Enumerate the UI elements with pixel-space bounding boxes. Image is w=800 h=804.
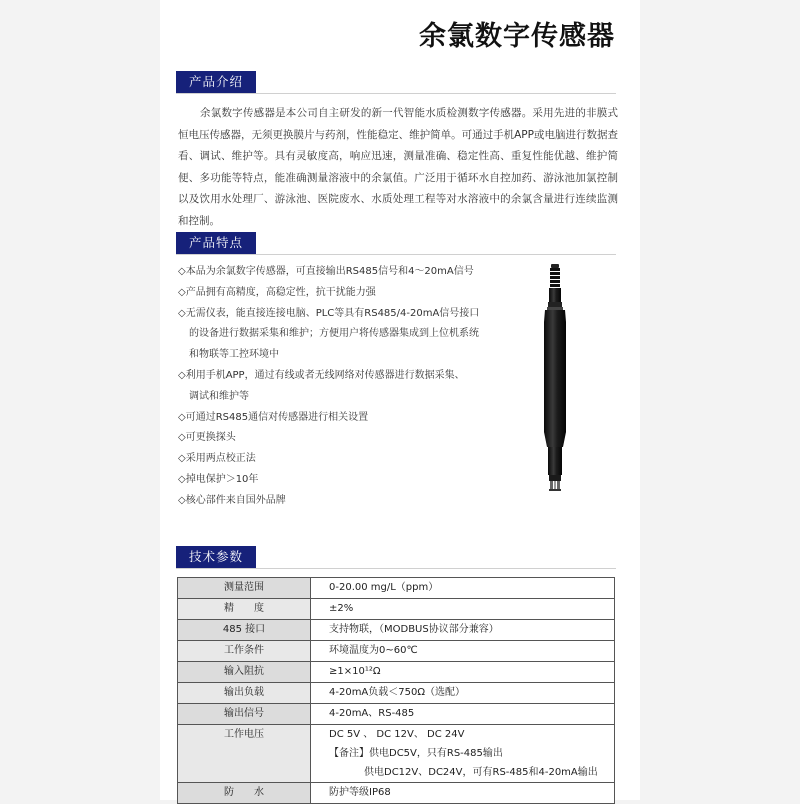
section-rule-features <box>176 254 616 255</box>
table-row <box>178 725 615 783</box>
feature-item: ◇利用手机APP，通过有线或者无线网络对传感器进行数据采集、 <box>178 369 465 381</box>
page-title: 余氯数字传感器 <box>419 21 615 52</box>
table-row <box>178 578 615 599</box>
table-row <box>178 641 615 662</box>
spec-key: 工作电压 <box>178 725 311 783</box>
table-row <box>178 704 615 725</box>
spec-key: 输出负载 <box>178 683 311 704</box>
table-row <box>178 683 615 704</box>
section-rule-intro <box>176 93 616 94</box>
feature-list <box>178 262 498 512</box>
feature-item: ◇本品为余氯数字传感器，可直接输出RS485信号和4～20mA信号 <box>178 266 474 277</box>
spec-value: ≥1×10¹²Ω <box>311 662 615 683</box>
spec-value-line: DC 5V 、 DC 12V、 DC 24V <box>329 729 465 740</box>
table-row <box>178 783 615 804</box>
spec-value-note: 【备注】供电DC5V，只有RS-485输出 <box>329 748 503 759</box>
feature-item-continued: 和物联等工控环境中 <box>189 349 279 361</box>
section-header-intro: 产品介绍 <box>176 71 256 93</box>
table-row <box>178 599 615 620</box>
spec-key: 485 接口 <box>178 620 311 641</box>
spec-key: 测量范围 <box>178 578 311 599</box>
feature-item: ◇核心部件来自国外品牌 <box>178 494 286 506</box>
spec-value <box>311 725 615 783</box>
table-row <box>178 620 615 641</box>
spec-value: ±2% <box>311 599 615 620</box>
spec-value-note: 供电DC12V、DC24V，可有RS-485和4-20mA输出 <box>364 767 598 778</box>
feature-item: ◇无需仪表，能直接连接电脑、PLC等具有RS485/4-20mA信号接口 <box>178 307 480 319</box>
sensor-product-image <box>535 262 575 502</box>
spec-key: 精 度 <box>178 599 311 620</box>
spec-table <box>177 577 615 804</box>
left-margin <box>0 0 160 800</box>
intro-paragraph: 余氯数字传感器是本公司自主研发的新一代智能水质检测数字传感器。采用先进的非膜式恒电压传感器，无须更换膜片与药剂，性能稳定、维护简单。可通过手机APP或电脑进行数据查看、调试、维护等。具有灵敏度高，响应迅速，测量准确、稳定性高、重复性能优越、维护简便、多功能等特点，能准确测量溶液中的余氯值。广泛用于循环水自控加药、游泳池加氯控制以及饮用水处理厂、游泳池、医院废水、水质处理工程等对水溶液中的余氯含量进行连续监测和控制。 <box>178 107 618 227</box>
feature-item: ◇可通过RS485通信对传感器进行相关设置 <box>178 411 369 423</box>
spec-key: 输入阻抗 <box>178 662 311 683</box>
feature-item: ◇掉电保护＞10年 <box>178 473 259 485</box>
feature-item-continued: 调试和维护等 <box>189 390 249 402</box>
feature-item: ◇采用两点校正法 <box>178 453 256 465</box>
spec-value: 4-20mA、RS-485 <box>311 704 615 725</box>
spec-value: 环境温度为0~60℃ <box>311 641 615 662</box>
spec-key: 输出信号 <box>178 704 311 725</box>
right-margin <box>640 0 800 800</box>
feature-item: ◇可更换探头 <box>178 432 236 444</box>
feature-item-continued: 的设备进行数据采集和维护；方便用户将传感器集成到上位机系统 <box>189 328 479 340</box>
spec-value: 0-20.00 mg/L（ppm） <box>311 578 615 599</box>
section-rule-specs <box>176 568 616 569</box>
spec-key: 工作条件 <box>178 641 311 662</box>
spec-value: 4-20mA负载＜750Ω（选配） <box>311 683 615 704</box>
section-header-specs: 技术参数 <box>176 546 256 568</box>
feature-item: ◇产品拥有高精度，高稳定性，抗干扰能力强 <box>178 286 376 298</box>
spec-value: 防护等级IP68 <box>311 783 615 804</box>
spec-value: 支持物联，（MODBUS协议部分兼容） <box>311 620 615 641</box>
spec-key: 防 水 <box>178 783 311 804</box>
table-row <box>178 662 615 683</box>
section-header-features: 产品特点 <box>176 232 256 254</box>
